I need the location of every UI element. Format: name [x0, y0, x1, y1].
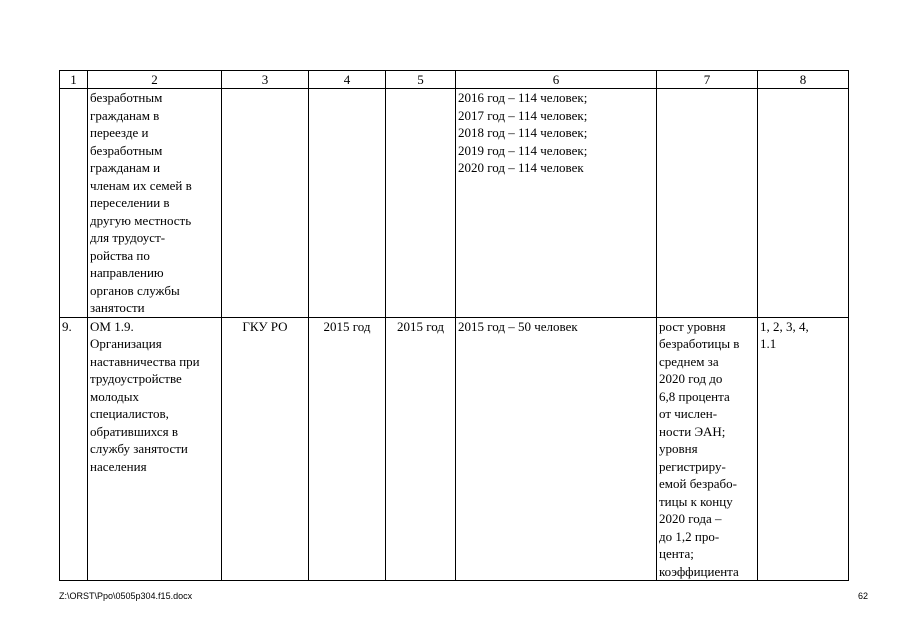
page-number: 62	[857, 591, 868, 601]
table-cell	[309, 89, 386, 318]
header-cell: 1	[60, 71, 88, 89]
indicator-cell: рост уровня безработицы в среднем за 2020 год до 6,8 процента от числен- ности ЭАН; уровня регистриру- емой безрабо- тицы к концу 2020 года – до 1,2 про- цента; коэффициента	[657, 317, 758, 581]
result-line: 2019 год – 114 человек;	[458, 142, 588, 158]
measure-cell: ОМ 1.9. Организация наставничества при трудоустройстве молодых специалистов, обратившихся в службу занятости населения	[88, 317, 222, 581]
measure-cell: безработным гражданам в переезде и безработным гражданам и членам их семей в переселении в другую местность для трудоуст- ройства по направлению органов службы занятости	[88, 89, 222, 318]
result-cell	[456, 89, 657, 318]
end-date-cell: 2015 год	[386, 317, 456, 581]
result-line: 2016 год – 114 человек;	[458, 90, 588, 105]
table-cell	[657, 89, 758, 318]
file-path: Z:\ORST\Ppo\0505p304.f15.docx	[59, 591, 193, 601]
table-cell	[386, 89, 456, 318]
header-cell: 6	[456, 71, 657, 89]
row-number: 9.	[60, 317, 88, 581]
header-row	[60, 71, 849, 89]
result-line: 2017 год – 114 человек;	[458, 107, 588, 123]
executor-cell: ГКУ РО	[222, 317, 309, 581]
table-cell	[222, 89, 309, 318]
header-cell: 5	[386, 71, 456, 89]
table-row	[60, 317, 849, 581]
table-row	[60, 89, 849, 318]
document-table	[59, 70, 849, 581]
header-cell: 4	[309, 71, 386, 89]
table-cell	[60, 89, 88, 318]
table-cell	[758, 89, 849, 318]
start-date-cell: 2015 год	[309, 317, 386, 581]
result-line: 2018 год – 114 человек;	[458, 125, 588, 140]
header-cell: 7	[657, 71, 758, 89]
links-cell: 1, 2, 3, 4, 1.1	[758, 317, 849, 581]
header-cell: 2	[88, 71, 222, 89]
result-cell: 2015 год – 50 человек	[456, 317, 657, 581]
header-cell: 3	[222, 71, 309, 89]
header-cell: 8	[758, 71, 849, 89]
result-line: 2020 год – 114 человек	[458, 160, 584, 175]
